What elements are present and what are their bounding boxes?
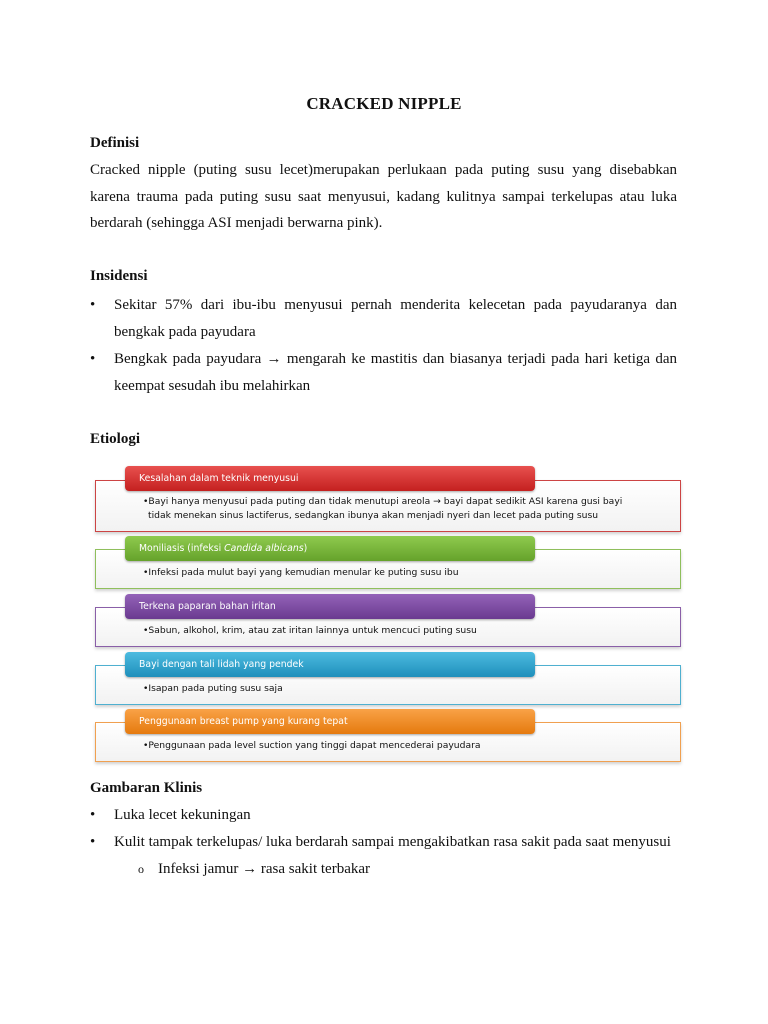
insidensi-heading: Insidensi: [90, 268, 148, 284]
diagram-detail-line: •Penggunaan pada level suction yang tinggi dapat mencederai payudara: [143, 740, 481, 751]
list-item: [90, 346, 677, 400]
list-item: [90, 292, 677, 346]
bullet-icon: •: [90, 297, 96, 313]
diagram-category-bar: [125, 536, 535, 561]
diagram-category-label-italic: Candida albicans: [224, 543, 304, 554]
bullet-icon: •: [90, 834, 96, 850]
diagram-detail-line: •Sabun, alkohol, krim, atau zat iritan lainnya untuk mencuci puting susu: [143, 625, 477, 636]
diagram-detail-line: tidak menekan sinus lactiferus, sedangkan ibunya akan menjadi nyeri dan lecet pada puting susu: [148, 510, 599, 521]
definisi-heading: Definisi: [90, 135, 140, 151]
circle-bullet-icon: o: [138, 862, 144, 876]
list-item-text: Kulit tampak terkelupas/ luka berdarah sampai mengakibatkan rasa sakit pada saat menyusui: [114, 834, 671, 850]
diagram-category-bar: Penggunaan breast pump yang kurang tepat: [125, 709, 535, 734]
diagram-category-label: ): [303, 543, 308, 554]
list-item-text: Bengkak pada payudara → mengarah ke mastitis dan biasanya terjadi pada hari ketiga dan keempat sesudah ibu melahirkan: [114, 351, 677, 394]
diagram-category-label: Moniliasis (infeksi: [139, 543, 225, 554]
sub-list-item: [138, 856, 370, 883]
bullet-icon: •: [90, 807, 96, 823]
etiologi-heading: Etiologi: [90, 431, 141, 447]
list-item: [90, 829, 677, 856]
gambaran-klinis-heading: Gambaran Klinis: [90, 780, 203, 796]
diagram-category-bar: Terkena paparan bahan iritan: [125, 594, 535, 619]
page-title: CRACKED NIPPLE: [306, 94, 462, 113]
diagram-category-bar: Kesalahan dalam teknik menyusui: [125, 466, 535, 491]
list-item: [90, 802, 677, 829]
diagram-detail-line: •Isapan pada puting susu saja: [143, 683, 283, 694]
etiologi-diagram: [95, 462, 685, 768]
definisi-paragraph: Cracked nipple (puting susu lecet)merupakan perlukaan pada puting susu yang disebabkan karena trauma pada puting susu saat menyusui, kadang kulitnya sampai terkelupas atau luka berdarah (sehingga ASI menjadi berwarna pink).: [90, 162, 677, 231]
list-item-text: Sekitar 57% dari ibu-ibu menyusui pernah menderita kelecetan pada payudaranya dan bengkak pada payudara: [114, 297, 677, 340]
diagram-category-bar: Bayi dengan tali lidah yang pendek: [125, 652, 535, 677]
list-item-text: Luka lecet kekuningan: [114, 807, 251, 823]
diagram-detail-line: •Infeksi pada mulut bayi yang kemudian menular ke puting susu ibu: [143, 567, 459, 578]
sub-list-item-text: Infeksi jamur → rasa sakit terbakar: [158, 861, 370, 877]
bullet-icon: •: [90, 351, 96, 367]
diagram-detail-line: •Bayi hanya menyusui pada puting dan tidak menutupi areola → bayi dapat sedikit ASI karena gusi bayi: [143, 496, 623, 507]
